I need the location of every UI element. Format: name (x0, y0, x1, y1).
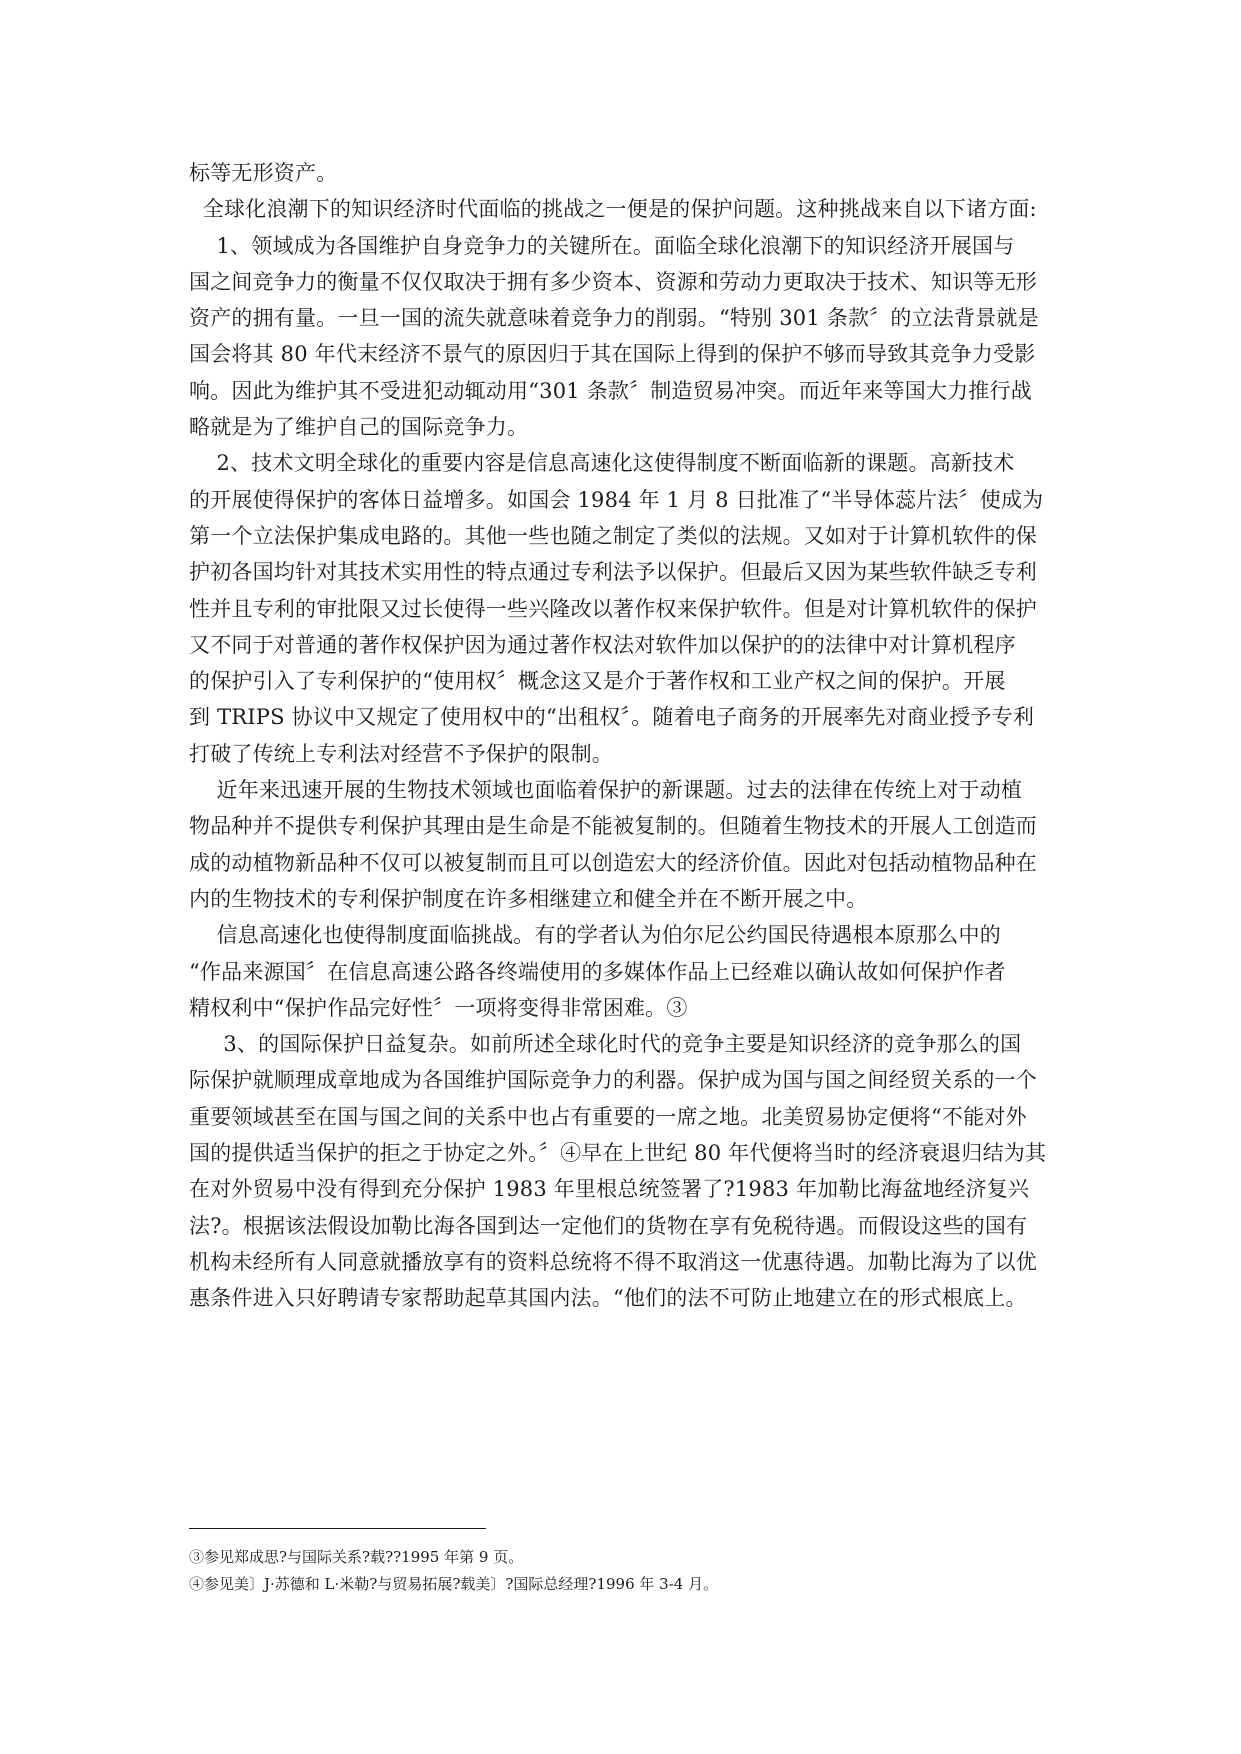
text-line: 成的动植物新品种不仅可以被复制而且可以创造宏大的经济价值。因此对包括动植物品种在 (189, 850, 1037, 875)
text-line: 信息高速化也使得制度面临挑战。有的学者认为伯尔尼公约国民待遇根本原那么中的 (189, 923, 1001, 948)
text-line: 内的生物技术的专利保护制度在许多相继建立和健全并在不断开展之中。 (189, 886, 868, 911)
text-line: 护初各国均针对其技术实用性的特点通过专利法予以保护。但最后又因为某些软件缺乏专利 (189, 560, 1037, 585)
text-line: 全球化浪潮下的知识经济时代面临的挑战之一便是的保护问题。这种挑战来自以下诸方面: (189, 197, 1037, 222)
text-line: 国会将其 80 年代末经济不景气的原因归于其在国际上得到的保护不够而导致其竞争力受影 (189, 342, 1036, 367)
footnote-4: ④参见美〕J·苏德和 L·米勒?与贸易拓展?载美〕?国际总经理?1996 年 3-4 月。 (189, 1575, 719, 1593)
text-line: 的开展使得保护的客体日益增多。如国会 1984 年 1 月 8 日批准了“半导体蕊片法〞使成为 (189, 487, 1044, 512)
footnote-divider (189, 1528, 486, 1529)
document-body (189, 155, 1059, 1317)
text-line: 2、技术文明全球化的重要内容是信息高速化这使得制度不断面临新的课题。高新技术 (189, 451, 1015, 476)
text-line: 惠条件进入只好聘请专家帮助起草其国内法。“他们的法不可防止地建立在的形式根底上。 (189, 1286, 1027, 1311)
text-line: 法?。根据该法假设加勒比海各国到达一定他们的货物在享有免税待遇。而假设这些的国有 (189, 1213, 1028, 1238)
text-line: 标等无形资产。 (189, 161, 338, 185)
text-line: 性并且专利的审批限又过长使得一些兴隆改以著作权来保护软件。但是对计算机软件的保护 (189, 596, 1037, 621)
text-line: 国之间竞争力的衡量不仅仅取决于拥有多少资本、资源和劳动力更取决于技术、知识等无形 (189, 269, 1037, 294)
text-line: 际保护就顺理成章地成为各国维护国际竞争力的利器。保护成为国与国之间经贸关系的一个 (189, 1068, 1037, 1093)
footnotes (189, 1544, 1059, 1598)
text-line: 重要领域甚至在国与国之间的关系中也占有重要的一席之地。北美贸易协定便将“不能对外 (189, 1104, 1027, 1129)
text-line: 物品种并不提供专利保护其理由是生命是不能被复制的。但随着生物技术的开展人工创造而 (189, 814, 1037, 839)
text-line: 1、领域成为各国维护自身竞争力的关键所在。面临全球化浪潮下的知识经济开展国与 (189, 233, 1015, 258)
text-line: 机构未经所有人同意就播放享有的资料总统将不得不取消这一优惠待遇。加勒比海为了以优 (189, 1249, 1037, 1274)
text-line: 精权利中“保护作品完好性〞一项将变得非常困难。③ (189, 995, 688, 1020)
text-line: 略就是为了维护自己的国际竞争力。 (189, 415, 529, 440)
text-line: 到 TRIPS 协议中又规定了使用权中的“出租权〞。随着电子商务的开展率先对商业授予专利 (189, 705, 1035, 730)
text-line: 打破了传统上专利法对经营不予保护的限制。 (189, 741, 613, 766)
text-line: 资产的拥有量。一旦一国的流失就意味着竞争力的削弱。“特别 301 条款〞的立法背景就是 (189, 306, 1039, 331)
text-line: 第一个立法保护集成电路的。其他一些也随之制定了类似的法规。又如对于计算机软件的保 (189, 523, 1037, 548)
text-line: 近年来迅速开展的生物技术领域也面临着保护的新课题。过去的法律在传统上对于动植 (189, 778, 1023, 803)
text-line: 的保护引入了专利保护的“使用权〞概念这又是介于著作权和工业产权之间的保护。开展 (189, 669, 1006, 694)
text-line: 国的提供适当保护的拒之于协定之外。〞④早在上世纪 80 年代便将当时的经济衰退归结为其 (189, 1141, 1047, 1166)
text-line: 又不同于对普通的著作权保护因为通过著作权法对软件加以保护的的法律中对计算机程序 (189, 632, 1016, 657)
text-line: 在对外贸易中没有得到充分保护 1983 年里根总统签署了?1983 年加勒比海盆地经济复兴 (189, 1177, 1030, 1202)
text-line: 响。因此为维护其不受进犯动辄动用“301 条款〞制造贸易冲突。而近年来等国大力推行战 (189, 378, 1032, 403)
text-line: “作品来源国〞在信息高速公路各终端使用的多媒体作品上已经难以确认故如何保护作者 (189, 959, 1006, 984)
text-line: 3、的国际保护日益复杂。如前所述全球化时代的竞争主要是知识经济的竞争那么的国 (189, 1032, 1022, 1057)
footnote-3: ③参见郑成思?与国际关系?载??1995 年第 9 页。 (189, 1548, 524, 1566)
